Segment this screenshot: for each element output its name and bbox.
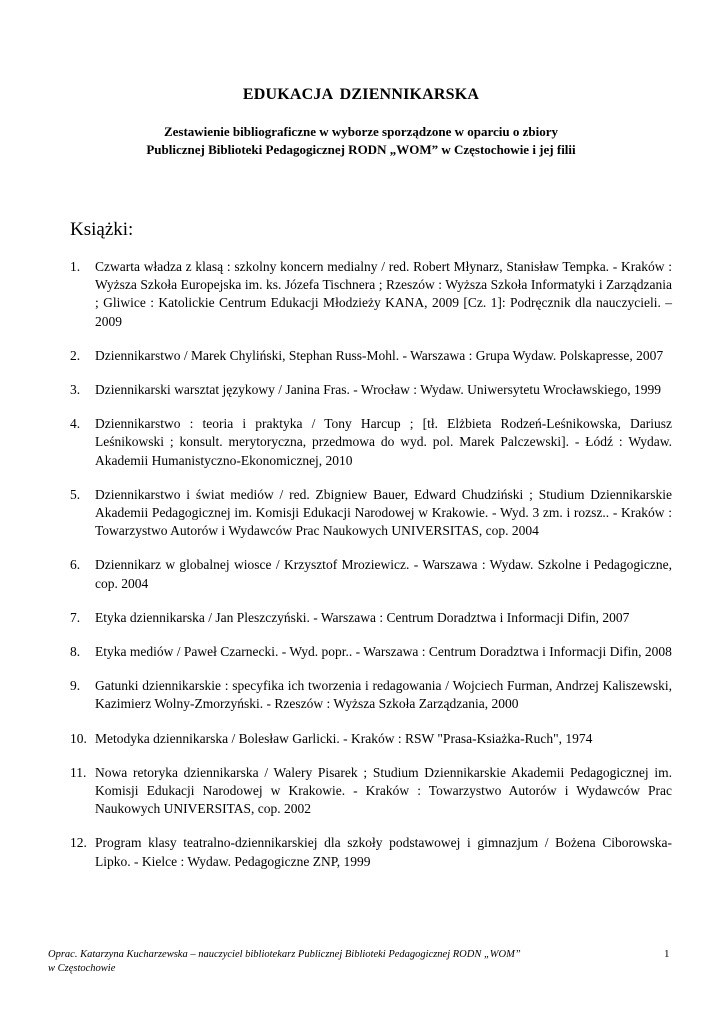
list-item	[70, 677, 672, 713]
list-item	[70, 258, 672, 331]
list-item	[70, 381, 672, 399]
page-number: 1	[664, 948, 670, 960]
footer-line-1: Oprac. Katarzyna Kucharzewska – nauczyciel bibliotekarz Publicznej Biblioteki Pedagogicznej RODN „WOM”	[48, 949, 521, 960]
item-number: 12.	[70, 835, 87, 851]
item-number: 11.	[70, 764, 87, 780]
item-number: 3.	[70, 382, 81, 398]
item-number: 6.	[70, 557, 81, 573]
list-item	[70, 415, 672, 470]
item-text: Dziennikarstwo : teoria i praktyka / Tony Harcup ; [tł. Elżbieta Rodzeń-Leśnikowska, Dariusz Leśnikowski ; konsult. merytoryczna, przedmowa do wyd. pol. Marek Palczewski]. - Łódź : Wydaw. Akademii Humanistyczno-Ekonomicznej, 2010	[95, 416, 672, 468]
document-title: EDUKACJA DZIENNIKARSKA	[242, 86, 480, 103]
item-number: 9.	[70, 678, 81, 694]
subtitle-line-1: Zestawienie bibliograficzne w wyborze sporządzone w oparciu o zbiory	[163, 124, 559, 139]
document-subtitle	[70, 123, 652, 159]
bibliography-list	[70, 258, 672, 887]
item-number: 2.	[70, 347, 81, 363]
list-item	[70, 347, 672, 365]
item-number: 4.	[70, 416, 81, 432]
item-text: Etyka dziennikarska / Jan Pleszczyński. - Warszawa : Centrum Doradztwa i Informacji Difin, 2007	[95, 609, 630, 625]
list-item	[70, 834, 672, 870]
list-item	[70, 730, 672, 748]
footer-line-2: w Częstochowie	[48, 963, 116, 974]
item-text: Metodyka dziennikarska / Bolesław Garlicki. - Kraków : RSW "Prasa-Ksiażka-Ruch", 1974	[95, 730, 593, 746]
subtitle-line-2: Publicznej Biblioteki Pedagogicznej RODN „WOM” w Częstochowie i jej filii	[146, 142, 576, 157]
section-heading-books: Książki:	[70, 219, 134, 240]
list-item	[70, 764, 672, 819]
item-number: 7.	[70, 609, 81, 625]
list-item	[70, 609, 672, 627]
list-item	[70, 556, 672, 592]
item-text: Program klasy teatralno-dziennikarskiej dla szkoły podstawowej i gimnazjum / Bożena Ciborowska-Lipko. - Kielce : Wydaw. Pedagogiczne ZNP, 1999	[95, 835, 672, 869]
item-text: Dziennikarski warsztat językowy / Janina Fras. - Wrocław : Wydaw. Uniwersytetu Wrocławskiego, 1999	[95, 382, 661, 398]
list-item	[70, 486, 672, 541]
item-number: 5.	[70, 486, 81, 502]
item-text: Dziennikarstwo / Marek Chyliński, Stephan Russ-Mohl. - Warszawa : Grupa Wydaw. Polskapresse, 2007	[95, 347, 664, 363]
item-text: Gatunki dziennikarskie : specyfika ich tworzenia i redagowania / Wojciech Furman, Andrzej Kaliszewski, Kazimierz Wolny-Zmorzyński. - Rzeszów : Wyższa Szkoła Zarządzania, 2000	[95, 678, 672, 712]
item-text: Etyka mediów / Paweł Czarnecki. - Wyd. popr.. - Warszawa : Centrum Doradztwa i Informacji Difin, 2008	[95, 644, 672, 660]
item-number: 10.	[70, 730, 87, 746]
item-text: Nowa retoryka dziennikarska / Walery Pisarek ; Studium Dziennikarskie Akademii Pedagogicznej im. Komisji Edukacji Narodowej w Krakowie. - Kraków : Towarzystwo Autorów i Wydawców Prac Naukowych UNIVERSITAS, cop. 2002	[95, 764, 672, 817]
item-text: Czwarta władza z klasą : szkolny koncern medialny / red. Robert Młynarz, Stanisław Tempka. - Kraków : Wyższa Szkoła Europejska im. ks. Józefa Tischnera ; Rzeszów : Wyższa Szkoła Informatyki i Zarządzania ; Gliwice : Katolickie Centrum Edukacji Młodzieży KANA, 2009 [Cz. 1]: Podręcznik dla nauczycieli. – 2009	[95, 259, 672, 329]
page-footer	[48, 948, 608, 976]
item-text: Dziennikarstwo i świat mediów / red. Zbigniew Bauer, Edward Chudziński ; Studium Dziennikarskie Akademii Pedagogicznej im. Komisji Edukacji Narodowej w Krakowie. - Wyd. 3 zm. i rozsz.. - Kraków : Towarzystwo Autorów i Wydawców Prac Naukowych UNIVERSITAS, cop. 2004	[95, 486, 672, 539]
item-number: 8.	[70, 644, 81, 660]
item-text: Dziennikarz w globalnej wiosce / Krzysztof Mroziewicz. - Warszawa : Wydaw. Szkolne i Pedagogiczne, cop. 2004	[95, 557, 672, 591]
list-item	[70, 643, 672, 661]
item-number: 1.	[70, 259, 81, 274]
